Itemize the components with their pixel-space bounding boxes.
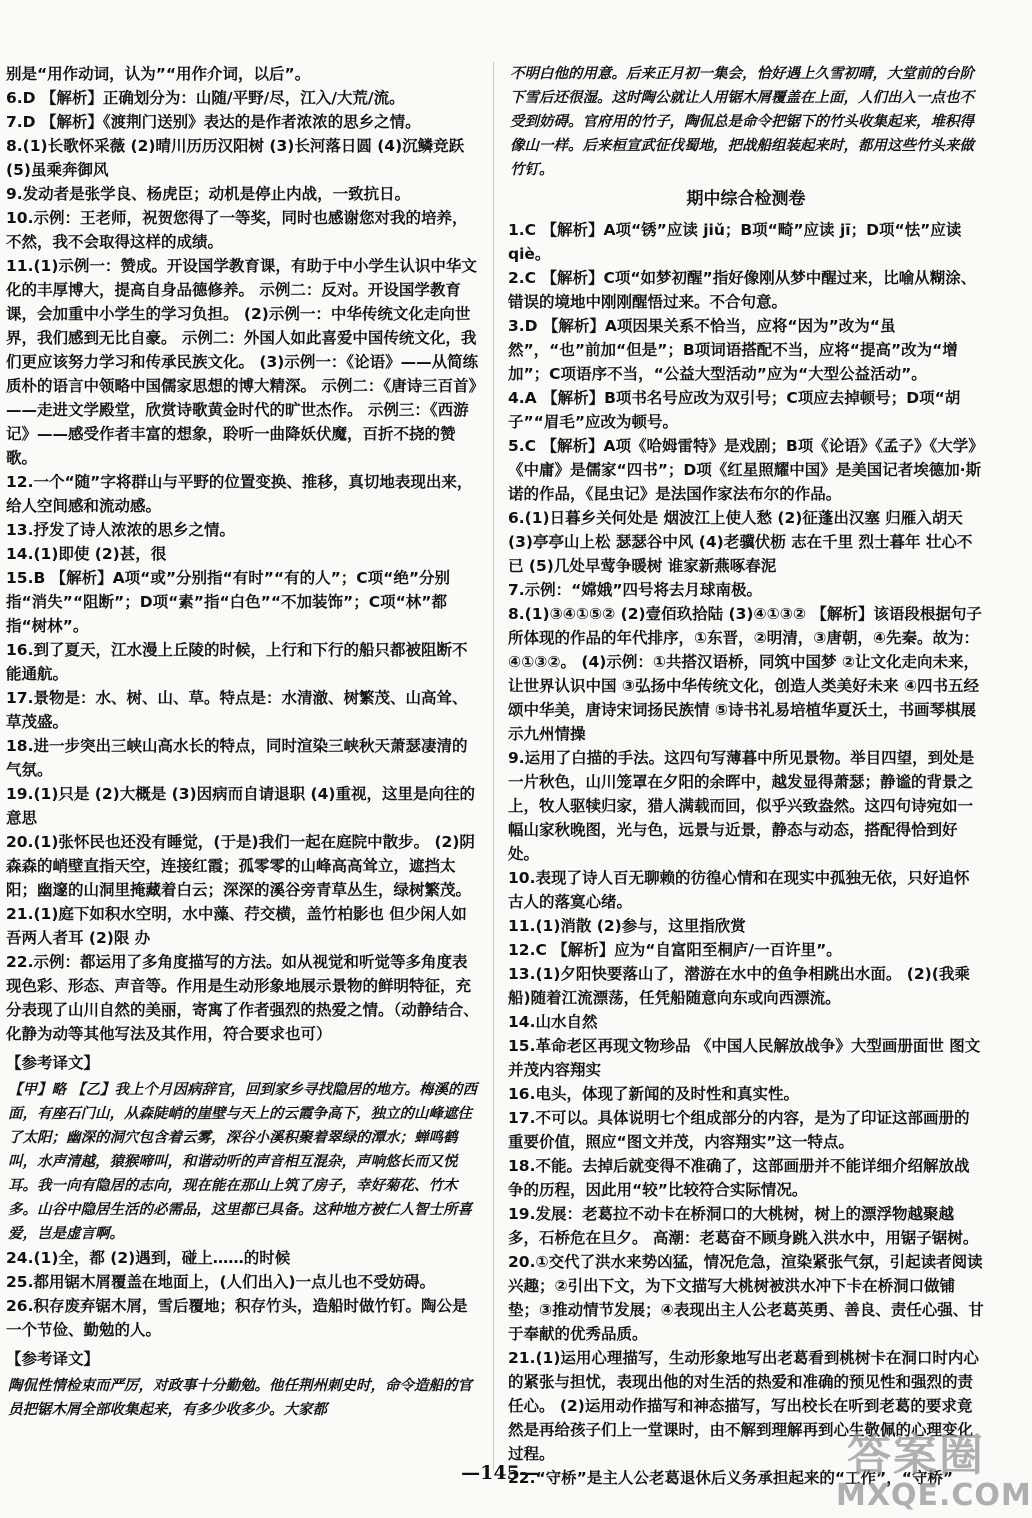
answer-item: 6.(1)日暮乡关何处是 烟波江上使人愁 (2)征蓬出汉塞 归雁入胡天 (3)亭亭山上松 瑟瑟谷中风 (4)老骥伏枥 志在千里 烈士暮年 壮心不已 (5)几处早莺争暖树 谁家新燕啄春泥 [508,509,973,575]
answer-item: 26.积存废弃锯木屑，雪后覆地；积存竹头，造船时做竹钉。陶公是一个节俭、勤勉的人。 [6,1297,468,1339]
answer-item: 22.“守桥”是主人公老葛退休后义务承担起来的“工作”，“守桥” [508,1469,954,1487]
answer-item: 17.不可以。具体说明七个组成部分的内容，是为了印证这部画册的重要价值，照应“图文并茂，内容翔实”这一特点。 [508,1109,970,1151]
answer-item: 20.(1)张怀民也还没有睡觉，(于是)我们一起在庭院中散步。 (2)阴森森的峭壁直指天空，连接红霞；孤零零的山峰高高耸立，遮挡太阳；幽邃的山洞里掩藏着白云；深深的溪谷旁青草丛生，绿树繁茂。 [6,833,475,899]
answer-item: 11.(1)示例一：赞成。开设国学教育课，有助于中小学生认识中华文化的丰厚博大，提高自身品德修养。 示例二：反对。开设国学教育课，会加重中小学生的学习负担。 (2)示例一：中华传统文化走向世界，我们感到无比自豪。 示例二：外国人如此喜爱中国传统文化，我们更应该努力学习和传承民族文化。 (3)示例一：《论语》——从简练质朴的语言中领略中国儒家思想的博大精深。 示例二：《唐诗三百首》——走进文学殿堂，欣赏诗歌黄金时代的旷世杰作。 示例三：《西游记》——感受作者丰富的想象，聆听一曲降妖伏魔，百折不挠的赞歌。 [6,257,479,467]
answer-item: 1.C 【解析】A项“锈”应读 jiǔ；B项“畸”应读 jī；D项“怯”应读 qiè。 [508,221,962,263]
reference-translation-title: 【参考译文】 [6,1054,100,1072]
answer-item: 6.D 【解析】正确划分为：山随/平野/尽，江入/大荒/流。 [6,89,405,107]
answer-item: 16.到了夏天，江水漫上丘陵的时候，上行和下行的船只都被阻断不能通航。 [6,641,468,683]
page-number: —145— [461,1462,539,1484]
answer-item: 7.示例：“嫦娥”四号将去月球南极。 [508,581,763,599]
watermark-logo: 答案圈 [847,1430,985,1481]
section-title: 期中综合检测卷 [686,189,806,209]
answer-item: 15.B 【解析】A项“或”分别指“有时”“有的人”；C项“绝”分别指“消失”“阻断”；D项“素”指“白色”“不加装饰”；C项“林”都指“树林”。 [6,569,451,635]
answer-item: 17.景物是：水、树、山、草。特点是：水清澈、树繁茂、山高耸、草茂盛。 [6,689,468,731]
reference-translation-text: 陶侃性情检束而严厉，对政事十分勤勉。他任荆州刺史时，命令造船的官员把锯木屑全部收集起来，有多少收多少。大家都 [8,1377,472,1418]
answer-item: 14.(1)即使 (2)甚，很 [6,545,167,563]
answer-item: 20.①交代了洪水来势凶猛，情况危急，渲染紧张气氛，引起读者阅读兴趣；②引出下文，为下文描写大桃树被洪水冲下卡在桥洞口做铺垫；③推动情节发展；④表现出主人公老葛英勇、善良、责任心强、甘于奉献的优秀品质。 [508,1253,984,1343]
answer-item: 21.(1)庭下如积水空明，水中藻、荇交横，盖竹柏影也 但少闲人如吾两人者耳 (2)限 办 [6,905,467,947]
answer-item: 9.发动者是张学良、杨虎臣；动机是停止内战，一致抗日。 [6,185,411,203]
answer-item: 13.抒发了诗人浓浓的思乡之情。 [6,521,235,539]
answer-item: 14.山水自然 [508,1013,598,1031]
answer-item: 24.(1)全，都 (2)遇到，碰上……的时候 [6,1249,291,1267]
right-answers [508,218,984,1490]
answer-item: 13.(1)夕阳快要落山了，潜游在水中的鱼争相跳出水面。 (2)(我乘船)随着江流漂荡，任凭船随意向东或向西漂流。 [508,965,970,1007]
answer-item: 18.进一步突出三峡山高水长的特点，同时渲染三峡秋天萧瑟凄清的气氛。 [6,737,468,779]
reference-translation-continued: 不明白他的用意。后来正月初一集会，恰好遇上久雪初晴，大堂前的台阶下雪后还很湿。这时陶公就让人用锯木屑覆盖在上面，人们出入一点也不受到妨碍。官府用的竹子，陶侃总是命令把锯下的竹头收集起来，堆积得像山一样。后来桓宣武征伐蜀地，把战船组装起来时，都用这些竹头来做竹钉。 [510,65,974,178]
right-column [508,62,984,1490]
answer-item: 12.一个“随”字将群山与平野的位置变换、推移，真切地表现出来，给人空间感和流动感。 [6,473,473,515]
reference-translation-title: 【参考译文】 [6,1350,100,1368]
answer-item: 7.D 【解析】《渡荆门送别》表达的是作者浓浓的思乡之情。 [6,113,421,131]
answer-item: 22.示例：都运用了多角度描写的方法。如从视觉和听觉等多角度表现色彩、形态、声音等。作用是生动形象地展示景物的鲜明特征，充分表现了山川自然的美丽，寄寓了作者强烈的热爱之情。（动静结合、化静为动等其他写法及其作用，符合要求也可） [6,953,479,1043]
answer-item: 9.运用了白描的手法。这四句写薄暮中所见景物。举目四望，到处是一片秋色，山川笼罩在夕阳的余晖中，越发显得萧瑟；静谧的背景之上，牧人驱犊归家，猎人满载而回，似乎兴致盎然。这四句诗宛如一幅山家秋晚图，光与色，远景与近景，静态与动态，搭配得恰到好处。 [508,749,975,863]
answer-item: 8.(1)长歌怀采薇 (2)晴川历历汉阳树 (3)长河落日圆 (4)沉鳞竞跃 (5)虽乘奔御风 [6,137,465,179]
watermark-site: MXQE.COM [836,1478,1032,1513]
answer-item: 8.(1)③④①⑤② (2)壹佰玖拾陆 (3)④①③② 【解析】该语段根据句子所体现的作品的年代排序，①东晋，②明清，③唐朝，④先秦。故为：④①③②。 (4)示例：①共搭汉语桥，同筑中国梦 ②让文化走向未来，让世界认识中国 ③弘扬中华传统文化，创造人类美好未来 ④四书五经颂中华美，唐诗宋词扬民族情 ⑤诗书礼易培植华夏沃土，书画琴棋展示九州情操 [508,605,982,743]
answer-item: 15.革命老区再现文物珍品 《中国人民解放战争》大型画册面世 图文并茂内容翔实 [508,1037,981,1079]
answer-item: 12.C 【解析】应为“自富阳至桐庐/一百许里”。 [508,941,842,959]
left-column [6,62,480,1422]
answer-item: 19.(1)只是 (2)大概是 (3)因病而自请退职 (4)重视，这里是向往的意思 [6,785,475,827]
answer-item: 10.表现了诗人百无聊赖的彷徨心情和在现实中孤独无依，只好追怀古人的落寞心绪。 [508,869,970,911]
answer-item: 18.不能。去掉后就变得不准确了，这部画册并不能详细介绍解放战争的历程，因此用“较”比较符合实际情况。 [508,1157,970,1199]
answer-item: 19.发展：老葛拉不动卡在桥洞口的大桃树，树上的漂浮物越聚越多，石桥危在旦夕。 高潮：老葛奋不顾身跳入洪水中，用锯子锯树。 [508,1205,979,1247]
answer-item: 16.电头，体现了新闻的及时性和真实性。 [508,1085,799,1103]
column-divider [493,62,494,1470]
left-answers [6,62,480,1046]
answer-item: 5.C 【解析】A项《哈姆雷特》是戏剧；B项《论语》《孟子》《大学》《中庸》是儒家“四书”；D项《红星照耀中国》是美国记者埃德加·斯诺的作品，《昆虫记》是法国作家法布尔的作品。 [508,437,984,503]
watermark [836,1430,1032,1513]
answer-item: 10.示例：王老师，祝贺您得了一等奖，同时也感谢您对我的培养，不然，我不会取得这样的成绩。 [6,209,468,251]
answer-item: 4.A 【解析】B项书名号应改为双引号；C项应去掉顿号；D项“胡子”“眉毛”应改为顿号。 [508,389,961,431]
reference-translation-text: 【甲】略 【乙】我上个月因病辞官，回到家乡寻找隐居的地方。梅溪的西面，有座石门山，从森陡峭的崖壁与天上的云霞争高下，独立的山峰遮住了太阳；幽深的洞穴包含着云雾，深谷小溪积聚着翠绿的潭水；蝉鸣鹤叫，水声清越，猿猴啼叫，和谐动听的声音相互混杂，声响悠长而又悦耳。我一向有隐居的志向，现在能在那山上筑了房子，幸好菊花、竹木多。山谷中隐居生活的必需品，这里都已具备。这种地方被仁人智士所喜爱，岂是虚言啊。 [8,1081,478,1242]
answer-item: 21.(1)运用心理描写，生动形象地写出老葛看到桃树卡在洞口时内心的紧张与担忧，表现出他的对生活的热爱和准确的预见性和强烈的责任心。 (2)运用动作描写和神态描写，写出校长在听到老葛的要求竟然是再给孩子们上一堂课时，由不解到理解再到心生敬佩的心理变化过程。 [508,1349,979,1463]
left-answers-2 [6,1246,480,1342]
answer-item: 3.D 【解析】A项因果关系不恰当，应将“因为”改为“虽然”，“也”前加“但是”；B项词语搭配不当，应将“提高”改为“增加”；C项语序不当，“公益大型活动”应为“大型公益活动”。 [508,317,958,383]
answer-item: 别是“用作动词，认为”“用作介词，以后”。 [6,65,311,83]
answer-item: 2.C 【解析】C项“如梦初醒”指好像刚从梦中醒过来，比喻从糊涂、错误的境地中刚刚醒悟过来。不合句意。 [508,269,977,311]
answer-item: 25.都用锯木屑覆盖在地面上，(人们出入)一点儿也不受妨碍。 [6,1273,436,1291]
answer-item: 11.(1)消散 (2)参与，这里指欣赏 [508,917,746,935]
